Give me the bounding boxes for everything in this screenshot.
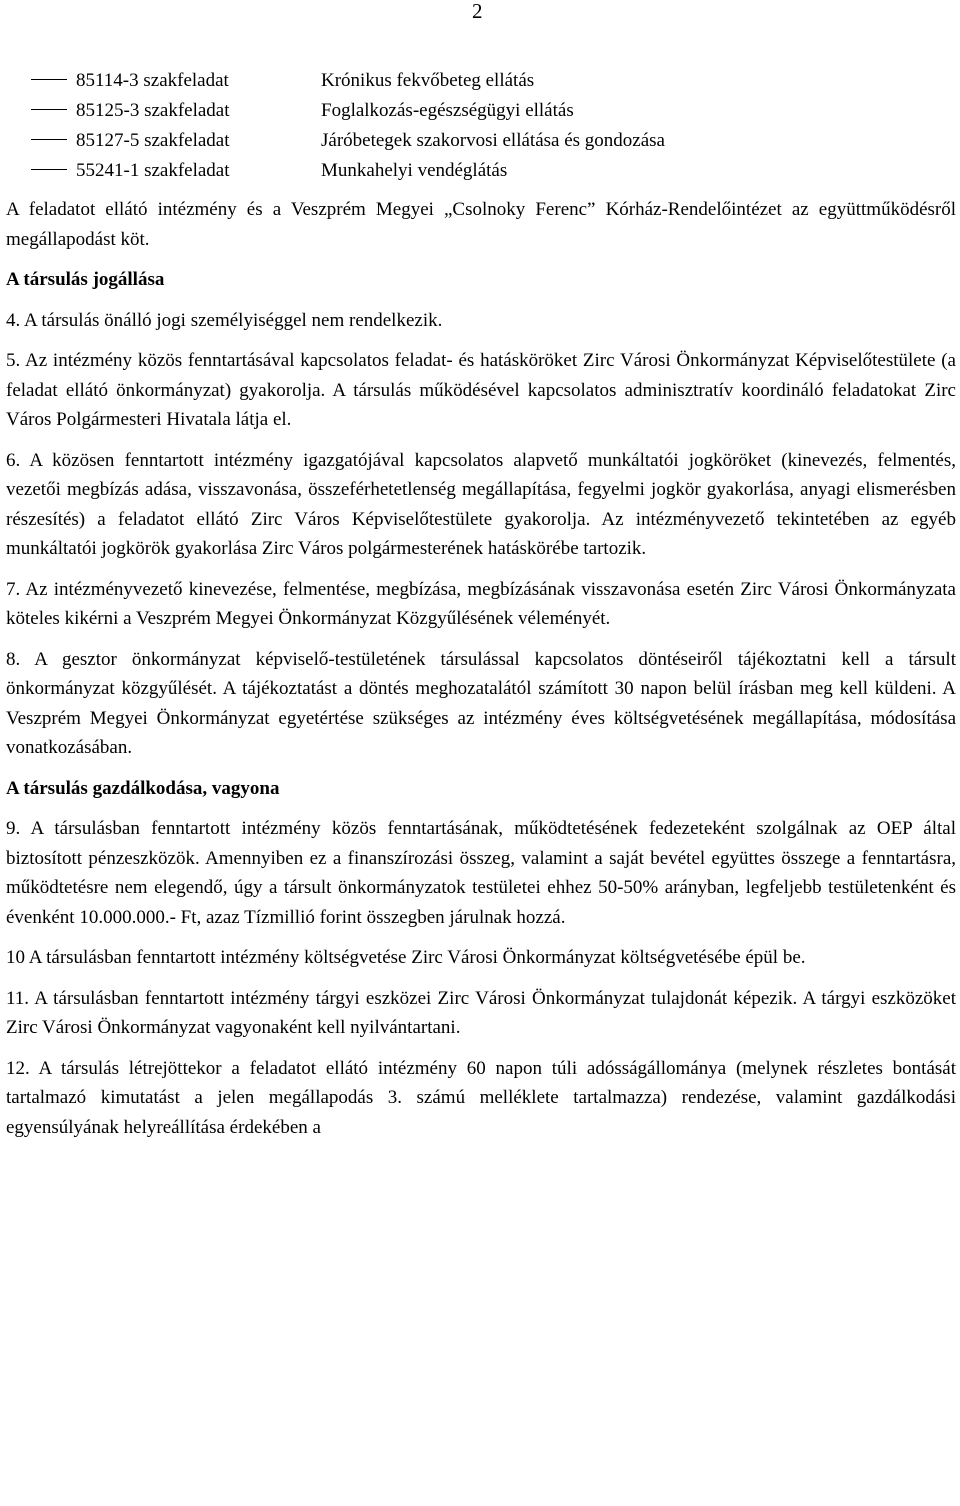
list-item-code: 85127-5 szakfeladat <box>76 130 230 151</box>
paragraph-8: 8. A gesztor önkormányzat képviselő-testületének társulással kapcsolatos döntéseiről tájékoztatni kell a társult önkormányzat közgyűlését. A tájékoztatást a döntés meghozatalától számított 30 napon belül írásban meg kell küldeni. A Veszprém Megyei Önkormányzat egyetértése szükséges az intézmény éves költségvetésének megállapítása, módosítása vonatkozásában. <box>6 648 956 758</box>
list-item-name: Járóbetegek szakorvosi ellátása és gondozása <box>321 130 665 151</box>
list-item-name: Foglalkozás-egészségügyi ellátás <box>321 100 574 121</box>
list-item-name: Krónikus fekvőbeteg ellátás <box>321 70 535 91</box>
list-item <box>6 96 956 126</box>
paragraph-10: 10 A társulásban fenntartott intézmény költségvetése Zirc Városi Önkormányzat költségvetésébe épül be. <box>6 947 806 968</box>
section-heading-finances: A társulás gazdálkodása, vagyona <box>6 777 280 799</box>
list-item-name: Munkahelyi vendéglátás <box>321 160 508 181</box>
section-heading-legal-status: A társulás jogállása <box>6 269 165 290</box>
dash-bullet <box>6 139 76 141</box>
paragraph-4: 4. A társulás önálló jogi személyiséggel nem rendelkezik. <box>6 309 443 331</box>
paragraph-9: 9. A társulásban fenntartott intézmény közös fenntartásának, működtetésének fedezeteként szolgálnak az OEP által biztosított pénzeszközök. Amennyiben ez a finanszírozási összeg, valamint a saját bevétel együttes összege a fenntartásra, működtetésre nem elegendő, úgy a társult önkormányzatok testületei ehhez 50-50% arányban, legfeljebb testületenként és évenként 10.000.000.- Ft, azaz Tízmillió forint összegben járulnak hozzá. <box>6 818 956 928</box>
list-item-code: 55241-1 szakfeladat <box>76 160 230 181</box>
dash-bullet <box>6 79 76 81</box>
paragraph-5: 5. Az intézmény közös fenntartásával kapcsolatos feladat- és hatásköröket Zirc Városi Önkormányzat Képviselőtestülete (a feladat ellátó önkormányzat) gyakorolja. A társulás működésével kapcsolatos adminisztratív koordináló feladatokat Zirc Város Polgármesteri Hivatala látja el. <box>6 350 956 430</box>
paragraph-intro: A feladatot ellátó intézmény és a Veszprém Megyei „Csolnoky Ferenc” Kórház-Rendelőintézet az együttműködésről megállapodást köt. <box>6 199 956 250</box>
dash-bullet <box>6 169 76 171</box>
list-item <box>6 66 956 96</box>
paragraph-7: 7. Az intézményvezető kinevezése, felmentése, megbízása, megbízásának visszavonása esetén Zirc Városi Önkormányzata köteles kikérni a Veszprém Megyei Önkormányzat Közgyűlésének véleményét. <box>6 578 956 629</box>
page-number: 2 <box>472 0 483 23</box>
paragraph-12: 12. A társulás létrejöttekor a feladatot ellátó intézmény 60 napon túli adósságállománya (melynek részletes bontását tartalmazó kimutatást a jelen megállapodás 3. számú melléklete tartalmazza) rendezése, valamint gazdálkodási egyensúlyának helyreállítása érdekében a <box>6 1057 956 1138</box>
paragraph-6: 6. A közösen fenntartott intézmény igazgatójával kapcsolatos alapvető munkáltatói jogköröket (kinevezés, felmentés, vezetői megbízás adása, visszavonása, összeférhetetlenség megállapítása, fegyelmi jogkör gyakorlása, anyagi elismerésben részesítés) a feladatot ellátó Zirc Város Képviselőtestülete gyakorolja. Az intézményvezető tekintetében az egyéb munkáltatói jogkörök gyakorlása Zirc Város polgármesterének hatáskörébe tartozik. <box>6 449 956 559</box>
list-item <box>6 126 956 156</box>
list-item-code: 85125-3 szakfeladat <box>76 100 230 121</box>
list-item-code: 85114-3 szakfeladat <box>76 70 229 91</box>
list-item <box>6 156 956 186</box>
task-list <box>6 66 956 186</box>
dash-bullet <box>6 109 76 111</box>
document-body <box>6 66 956 1142</box>
paragraph-11: 11. A társulásban fenntartott intézmény tárgyi eszközei Zirc Városi Önkormányzat tulajdonát képezik. A tárgyi eszközöket Zirc Városi Önkormányzat vagyonaként kell nyilvántartani. <box>6 987 956 1038</box>
